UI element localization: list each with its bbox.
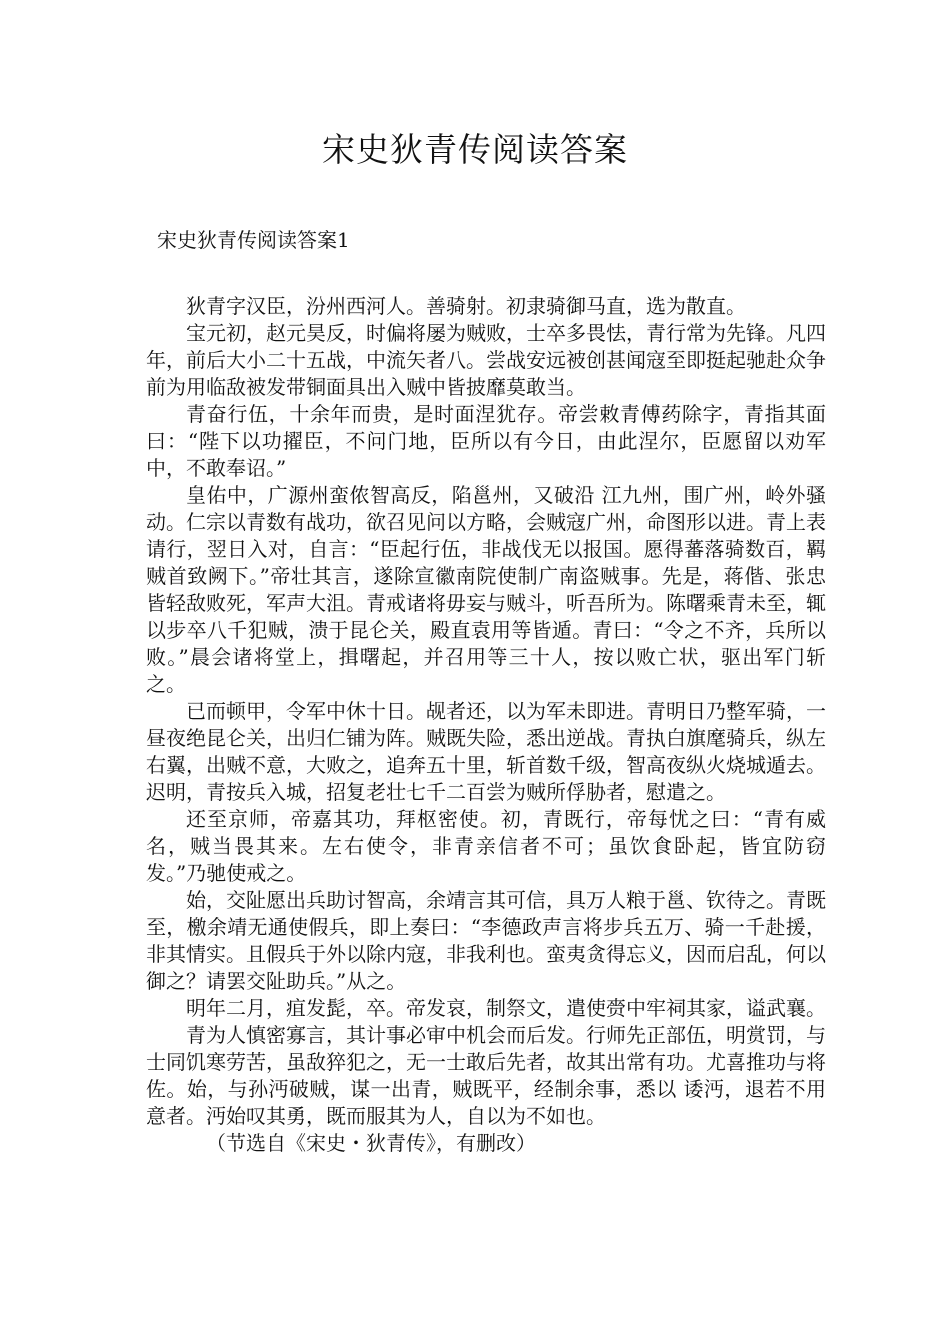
paragraph-8: 明年二月，疽发髭，卒。帝发哀，制祭文，遣使赍中牢祠其家，谥武襄。 [186,996,826,1020]
paragraph-1: 狄青字汉臣，汾州西河人。善骑射。初隶骑御马直，选为散直。 [186,294,746,318]
paragraph-3: 青奋行伍，十余年而贵，是时面涅犹存。帝尝敕青傅药除字，青指其面曰：“陛下以功擢臣，不问门地，臣所以有今日，由此涅尔，臣愿留以劝军中，不敢奉诏。” [146,402,826,480]
paragraph-9: 青为人慎密寡言，其计事必审中机会而后发。行师先正部伍，明赏罚，与士同饥寒劳苦，虽敌猝犯之，无一士敢后先者，故其出常有功。尤喜推功与将佐。始，与孙沔破贼，谋一出青，贼既平，经制余事，悉以 诿沔，退若不用意者。沔始叹其勇，既而服其为人，自以为不如也。 [146,1023,826,1128]
source-note: （节选自《宋史・狄青传》，有删改） [206,1131,536,1155]
document-body [146,293,826,1157]
paragraph-2: 宝元初，赵元昊反，时偏将屡为贼败，士卒多畏怯，青行常为先锋。凡四年，前后大小二十五战，中流矢者八。尝战安远被创甚闻寇至即挺起驰赴众争前为用临敌被发带铜面具出入贼中皆披靡莫敢当。 [146,321,826,399]
paragraph-4: 皇佑中，广源州蛮侬智高反，陷邕州，又破沿 江九州，围广州，岭外骚动。仁宗以青数有战功，欲召见问以方略，会贼寇广州，命图形以进。青上表请行，翌日入对，自言：“臣起行伍，非战伐无以报国。愿得蕃落骑数百，羁贼首致阙下。”帝壮其言，遂除宣徽南院使制广南盗贼事。先是，蒋偕、张忠皆轻敌败死，军声大沮。青戒诸将毋妄与贼斗，听吾所为。陈曙乘青未至，辄以步卒八千犯贼，溃于昆仑关，殿直袁用等皆遁。青曰：“令之不齐，兵所以败。”晨会诸将堂上，揖曙起，并召用等三十人，按以败亡状，驱出军门斩之。 [146,483,826,696]
paragraph-7: 始，交阯愿出兵助讨智高，余靖言其可信，具万人粮于邕、钦待之。青既至，檄余靖无通使假兵，即上奏曰：“李德政声言将步兵五万、骑一千赴援，非其情实。且假兵于外以除内寇，非我利也。蛮夷贪得忘义，因而启乱，何以御之？请罢交阯助兵。”从之。 [146,888,826,993]
document-title: 宋史狄青传阅读答案 [322,130,628,169]
document-subtitle: 宋史狄青传阅读答案1 [157,228,350,252]
paragraph-5: 已而顿甲，令军中休十日。觇者还，以为军未即进。青明日乃整军骑，一昼夜绝昆仑关，出归仁铺为阵。贼既失险，悉出逆战。青执白旗麾骑兵，纵左右翼，出贼不意，大败之，追奔五十里，斩首数千级，智高夜纵火烧城遁去。迟明，青按兵入城，招复老壮七千二百尝为贼所俘胁者，慰遣之。 [146,699,826,804]
paragraph-6: 还至京师，帝嘉其功，拜枢密使。初，青既行，帝每忧之曰：“青有威名，贼当畏其来。左右使令，非青亲信者不可；虽饮食卧起，皆宜防窃发。”乃驰使戒之。 [146,807,826,885]
